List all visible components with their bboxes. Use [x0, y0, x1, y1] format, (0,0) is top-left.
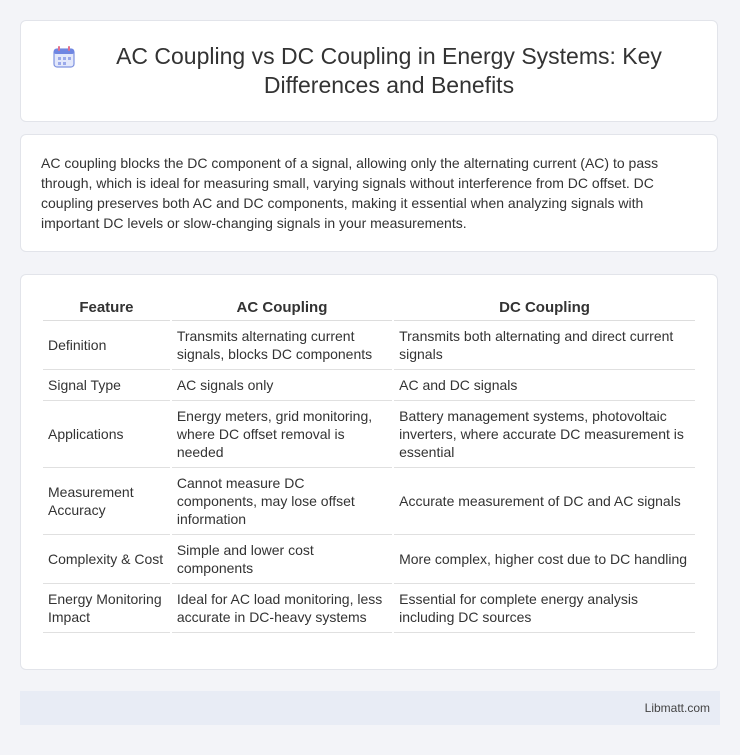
dc-cell: Essential for complete energy analysis including DC sources [394, 584, 695, 633]
ac-cell: Transmits alternating current signals, blocks DC components [172, 321, 392, 370]
table-row [43, 535, 695, 584]
header-ac-coupling: AC Coupling [172, 295, 392, 321]
footer [20, 691, 720, 725]
ac-cell: Energy meters, grid monitoring, where DC offset removal is needed [172, 401, 392, 468]
dc-cell: More complex, higher cost due to DC handling [394, 535, 695, 584]
ac-cell: Cannot measure DC components, may lose offset information [172, 468, 392, 535]
ac-cell: Ideal for AC load monitoring, less accurate in DC-heavy systems [172, 584, 392, 633]
intro-text: AC coupling blocks the DC component of a signal, allowing only the alternating current (AC) to pass through, which is ideal for measuring small, varying signals without interference from DC offset. DC coupling preserves both AC and DC components, making it essential when analyzing signals with important DC levels or slow-changing signals in your measurements. [41, 155, 659, 231]
feature-cell: Definition [43, 321, 170, 370]
feature-cell: Complexity & Cost [43, 535, 170, 584]
dc-cell: Battery management systems, photovoltaic inverters, where accurate DC measurement is essential [394, 401, 695, 468]
dc-cell: Accurate measurement of DC and AC signals [394, 468, 695, 535]
header-dc-coupling: DC Coupling [394, 295, 695, 321]
footer-site-link[interactable]: Libmatt.com [644, 701, 710, 715]
intro-card [20, 134, 718, 252]
title-card [20, 20, 718, 122]
table-row [43, 321, 695, 370]
dc-cell: AC and DC signals [394, 370, 695, 401]
calendar-icon [51, 44, 77, 70]
table-row [43, 584, 695, 633]
ac-cell: AC signals only [172, 370, 392, 401]
feature-cell: Applications [43, 401, 170, 468]
table-row [43, 370, 695, 401]
header-feature: Feature [43, 295, 170, 321]
feature-cell: Energy Monitoring Impact [43, 584, 170, 633]
table-row [43, 468, 695, 535]
table-header-row [43, 295, 695, 321]
dc-cell: Transmits both alternating and direct current signals [394, 321, 695, 370]
page-title: AC Coupling vs DC Coupling in Energy Systems: Key Differences and Benefits [116, 43, 662, 98]
feature-cell: Signal Type [43, 370, 170, 401]
table-card [20, 274, 718, 670]
comparison-table [41, 295, 697, 633]
table-row [43, 401, 695, 468]
title-wrap [21, 42, 717, 100]
ac-cell: Simple and lower cost components [172, 535, 392, 584]
feature-cell: Measurement Accuracy [43, 468, 170, 535]
